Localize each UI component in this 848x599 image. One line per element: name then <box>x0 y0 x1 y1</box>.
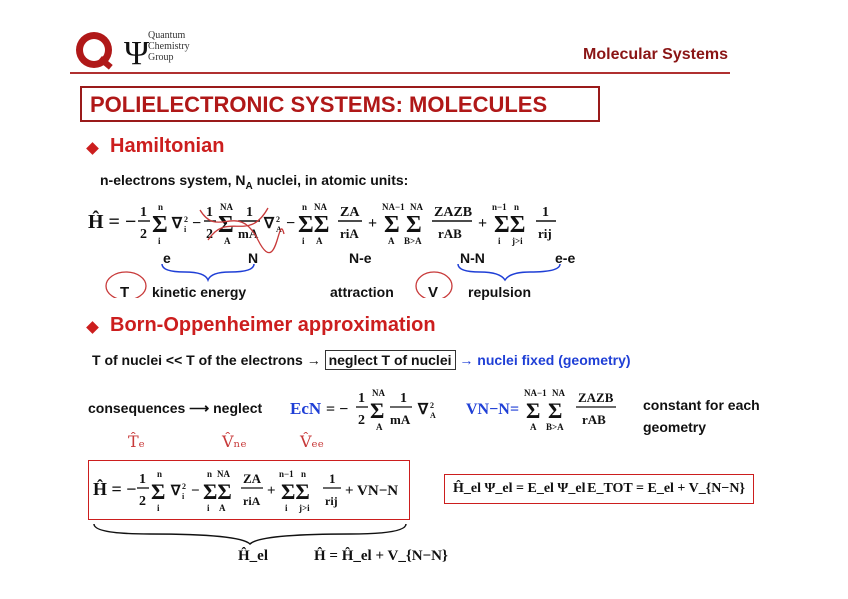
term-label-ne: N-e <box>349 250 372 266</box>
svg-text:∇: ∇ <box>171 484 181 499</box>
term-label-e: e <box>163 250 171 266</box>
svg-text:rAB: rAB <box>582 412 606 427</box>
svg-text:NA: NA <box>314 202 327 212</box>
group-label-kinetic: kinetic energy <box>152 284 247 300</box>
svg-text:A: A <box>316 236 323 246</box>
svg-text:i: i <box>285 503 288 513</box>
svg-text:2: 2 <box>139 494 146 509</box>
svg-text:−: − <box>286 215 296 232</box>
svg-text:rij: rij <box>325 494 338 508</box>
logo-text-line: Chemistry <box>148 41 190 52</box>
svg-text:1: 1 <box>139 472 146 487</box>
svg-text:n−1: n−1 <box>279 469 294 479</box>
svg-text:n: n <box>207 469 213 479</box>
svg-text:B>A: B>A <box>546 422 564 432</box>
intro-subscript: A <box>245 180 253 192</box>
intro-tail: nuclei, in atomic units: <box>252 172 409 188</box>
svg-text:1: 1 <box>542 205 549 220</box>
term-label-ee: e-e <box>555 250 576 266</box>
header-rule <box>70 72 730 74</box>
annotation-v: V <box>428 284 439 301</box>
hamiltonian-equation <box>88 200 588 250</box>
svg-text:NA: NA <box>410 202 423 212</box>
hat-label-vee: V̂ₑₑ <box>300 432 324 451</box>
svg-text:1: 1 <box>246 205 253 220</box>
svg-text:Σ: Σ <box>526 398 541 423</box>
svg-text:EcN: EcN <box>290 399 322 418</box>
svg-text:i: i <box>498 236 501 246</box>
constant-note-line: geometry <box>643 419 707 435</box>
svg-text:2: 2 <box>140 227 147 242</box>
bo-line1-boxed: neglect T of nuclei <box>325 350 456 370</box>
svg-text:Σ: Σ <box>370 398 385 423</box>
svg-text:ΣΣ: ΣΣ <box>281 479 310 504</box>
svg-text:n: n <box>301 469 307 479</box>
svg-text:2: 2 <box>430 401 434 410</box>
svg-text:ΣΣ: ΣΣ <box>494 212 526 238</box>
svg-text:2: 2 <box>184 215 188 224</box>
svg-text:= −: = − <box>326 401 349 418</box>
svg-text:+ VN−N: + VN−N <box>345 483 399 499</box>
svg-text:rij: rij <box>538 226 552 241</box>
svg-text:ZA: ZA <box>340 205 360 220</box>
svg-text:NA: NA <box>220 202 233 212</box>
svg-text:+: + <box>368 215 378 232</box>
bo-line1-a: T of nuclei << T of the electrons → <box>92 352 321 368</box>
bullet-diamond-icon <box>86 321 99 334</box>
vnn-equation <box>466 386 646 436</box>
svg-text:Ĥ = −: Ĥ = − <box>93 479 137 499</box>
svg-text:mA: mA <box>390 412 411 427</box>
svg-text:NA: NA <box>552 388 565 398</box>
svg-text:i: i <box>157 503 160 513</box>
consequences-text: consequences <box>88 400 186 416</box>
svg-text:∇: ∇ <box>264 216 275 232</box>
logo-psi-glyph: Ψ <box>124 35 150 72</box>
hel-label: Ĥ_el <box>238 548 268 564</box>
svg-text:+: + <box>478 215 488 232</box>
annotation-t: T <box>120 284 130 301</box>
slide-title: POLIELECTRONIC SYSTEMS: MOLECULES <box>90 92 548 117</box>
svg-text:A: A <box>430 411 436 420</box>
svg-text:1: 1 <box>400 391 407 406</box>
svg-text:Ĥ = −: Ĥ = − <box>88 211 137 233</box>
svg-text:1: 1 <box>206 205 213 220</box>
schrodinger-box <box>444 474 754 504</box>
svg-text:Σ: Σ <box>152 212 168 238</box>
svg-text:n: n <box>514 202 520 212</box>
bullet-diamond-icon <box>86 142 99 155</box>
svg-text:i: i <box>302 236 305 246</box>
svg-text:2: 2 <box>182 482 186 491</box>
svg-text:ZA: ZA <box>243 471 262 486</box>
constant-note <box>643 394 760 438</box>
bo-heading: Born-Oppenheimer approximation <box>110 314 436 336</box>
bo-line1-b: → nuclei fixed (geometry) <box>459 352 631 368</box>
constant-note-line: constant for each <box>643 397 760 413</box>
logo-text-line: Quantum <box>148 30 186 41</box>
svg-text:2: 2 <box>206 227 213 242</box>
svg-text:n: n <box>302 202 308 212</box>
svg-text:1: 1 <box>140 205 147 220</box>
logo-text-line: Group <box>148 52 174 63</box>
hat-label-te: T̂ₑ <box>128 432 145 451</box>
consequences-label <box>88 400 262 417</box>
svg-text:ZAZB: ZAZB <box>434 205 473 220</box>
svg-text:1: 1 <box>358 391 365 406</box>
svg-text:ΣΣ: ΣΣ <box>298 212 330 238</box>
svg-text:riA: riA <box>340 226 359 241</box>
svg-text:∇: ∇ <box>418 402 429 418</box>
intro-line <box>100 172 408 192</box>
term-label-nn: N-N <box>460 250 485 266</box>
svg-text:A: A <box>224 236 231 246</box>
svg-text:A: A <box>388 236 395 246</box>
svg-text:i: i <box>184 225 187 234</box>
svg-text:n−1: n−1 <box>492 202 507 212</box>
slide-title-box <box>80 86 600 122</box>
svg-text:j>i: j>i <box>299 503 310 513</box>
logo-text <box>148 30 190 63</box>
svg-text:Σ: Σ <box>384 212 400 238</box>
svg-text:NA−1: NA−1 <box>524 388 547 398</box>
bo-line1 <box>92 352 631 368</box>
svg-text:Σ: Σ <box>548 398 563 423</box>
svg-text:i: i <box>182 492 185 501</box>
svg-text:2: 2 <box>358 413 365 428</box>
etot-equation: E_TOT = E_el + V_{N−N} <box>587 481 745 496</box>
hel-equation <box>89 461 409 517</box>
svg-text:i: i <box>207 503 210 513</box>
term-label-n: N <box>248 250 259 266</box>
h-total-equation: Ĥ = Ĥ_el + V_{N−N} <box>314 548 448 564</box>
svg-text:VN−N: VN−N <box>466 401 510 418</box>
neglect-text: neglect <box>213 400 263 416</box>
svg-text:i: i <box>158 236 161 246</box>
svg-text:rAB: rAB <box>438 226 462 241</box>
hamiltonian-heading: Hamiltonian <box>110 135 225 157</box>
svg-text:NA: NA <box>372 388 385 398</box>
svg-text:∇: ∇ <box>172 216 183 232</box>
hamiltonian-equation-graphic <box>88 200 588 250</box>
group-logo <box>72 28 222 72</box>
svg-text:mA: mA <box>238 226 259 241</box>
svg-text:j>i: j>i <box>512 236 523 246</box>
svg-text:Σ: Σ <box>218 212 234 238</box>
svg-text:−: − <box>191 483 200 499</box>
schrodinger-equation: Ĥ_el Ψ_el = E_el Ψ_el <box>453 481 586 496</box>
svg-text:n: n <box>158 202 164 212</box>
svg-text:1: 1 <box>329 471 336 486</box>
svg-text:Σ: Σ <box>151 479 166 504</box>
hel-equation-box <box>88 460 410 520</box>
intro-text: n-electrons system, N <box>100 172 246 188</box>
hat-label-vne: V̂ₙₑ <box>222 432 247 451</box>
ecn-equation <box>290 386 465 436</box>
group-label-attraction: attraction <box>330 284 394 300</box>
arrow-right-icon: ⟶ <box>189 400 214 416</box>
svg-text:B>A: B>A <box>404 236 422 246</box>
svg-text:A: A <box>530 422 537 432</box>
svg-text:−: − <box>192 215 202 232</box>
svg-text:NA−1: NA−1 <box>382 202 405 212</box>
svg-text:ΣΣ: ΣΣ <box>203 479 232 504</box>
section-title: Molecular Systems <box>583 46 728 63</box>
svg-text:A: A <box>276 225 282 234</box>
svg-text:=: = <box>510 401 520 418</box>
svg-text:2: 2 <box>276 215 280 224</box>
svg-text:A: A <box>219 503 226 513</box>
hel-brace-graphic <box>90 520 430 550</box>
svg-text:n: n <box>157 469 163 479</box>
svg-text:ZAZB: ZAZB <box>578 390 614 405</box>
svg-text:A: A <box>376 422 383 432</box>
logo-graphic <box>72 28 222 72</box>
svg-text:+: + <box>267 483 276 499</box>
svg-text:NA: NA <box>217 469 230 479</box>
svg-text:riA: riA <box>243 494 261 508</box>
svg-text:Σ: Σ <box>406 212 422 238</box>
group-label-repulsion: repulsion <box>468 284 532 300</box>
